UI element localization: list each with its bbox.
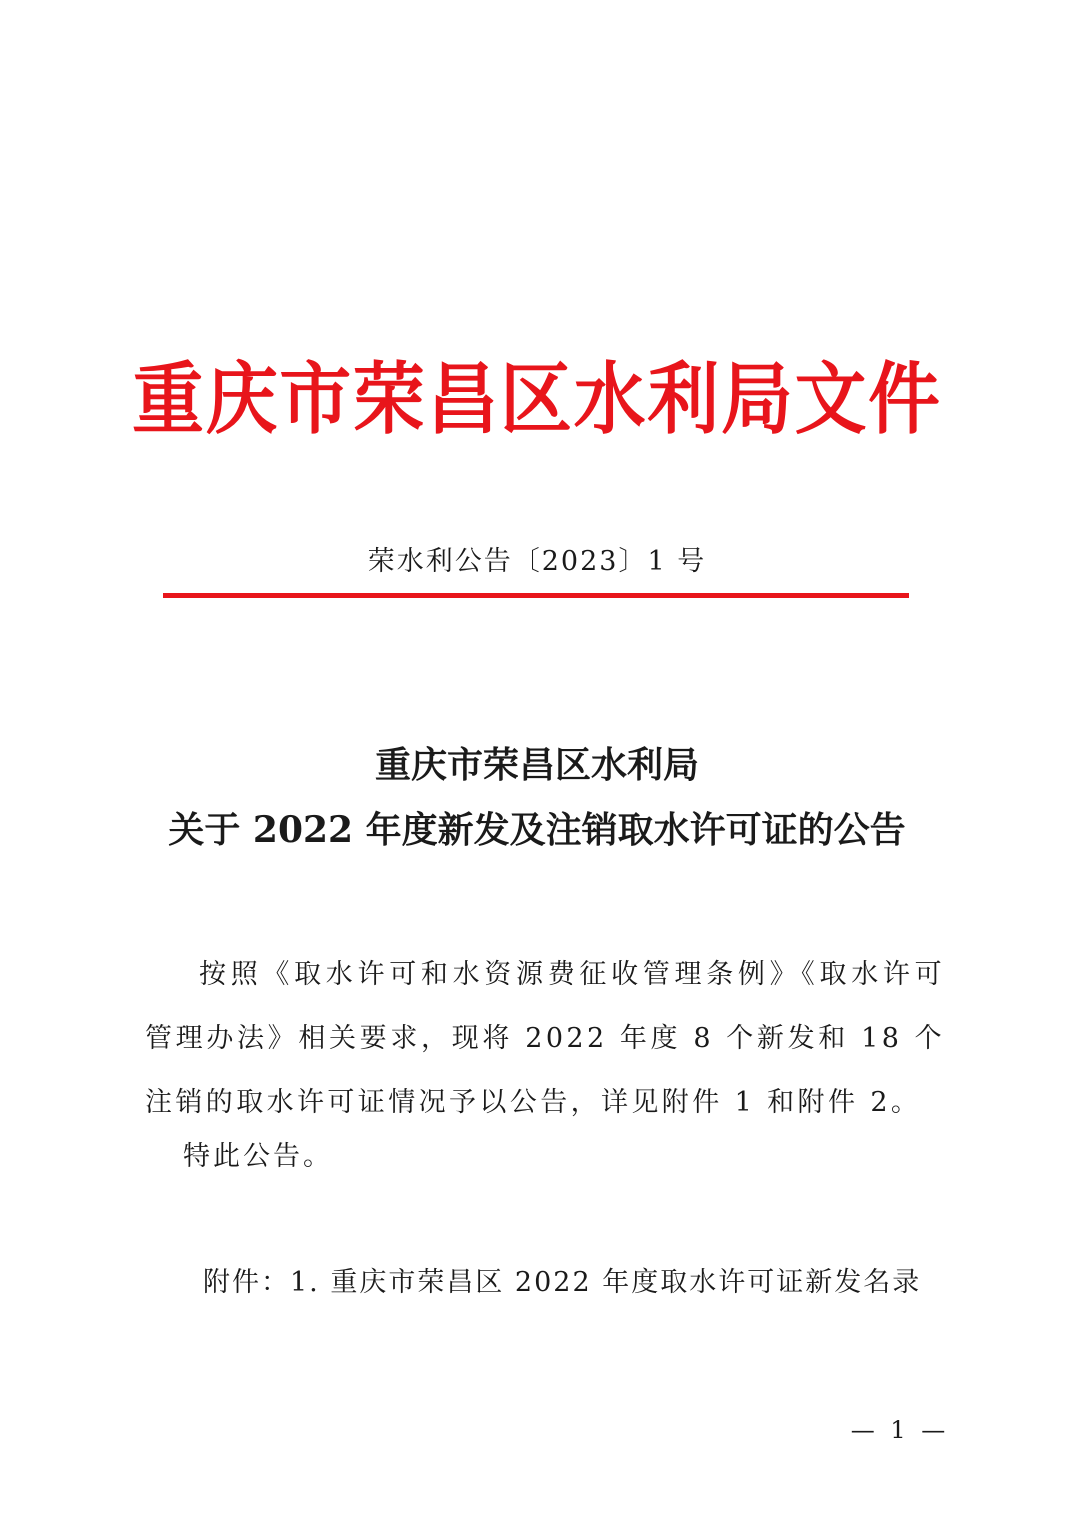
document-header-title: 重庆市荣昌区水利局文件 xyxy=(132,355,942,445)
attachment-line: 附件：1. 重庆市荣昌区 2022 年度取水许可证新发名录 xyxy=(203,1267,922,1298)
page-number: — 1 — xyxy=(850,1416,950,1444)
body-paragraph: 按照《取水许可和水资源费征收管理条例》《取水许可管理办法》相关要求，现将 2022 年度 8 个新发和 18 个注销的取水许可证情况予以公告，详见附件 1 和附件 2。 xyxy=(145,959,945,1118)
document-number: 荣水利公告〔2023〕1 号 xyxy=(367,546,707,577)
notice-title-line1: 重庆市荣昌区水利局 xyxy=(374,744,699,786)
red-divider-rule xyxy=(163,593,909,598)
closing-statement: 特此公告。 xyxy=(183,1141,333,1172)
notice-title-line2: 关于 2022 年度新发及注销取水许可证的公告 xyxy=(168,809,906,851)
